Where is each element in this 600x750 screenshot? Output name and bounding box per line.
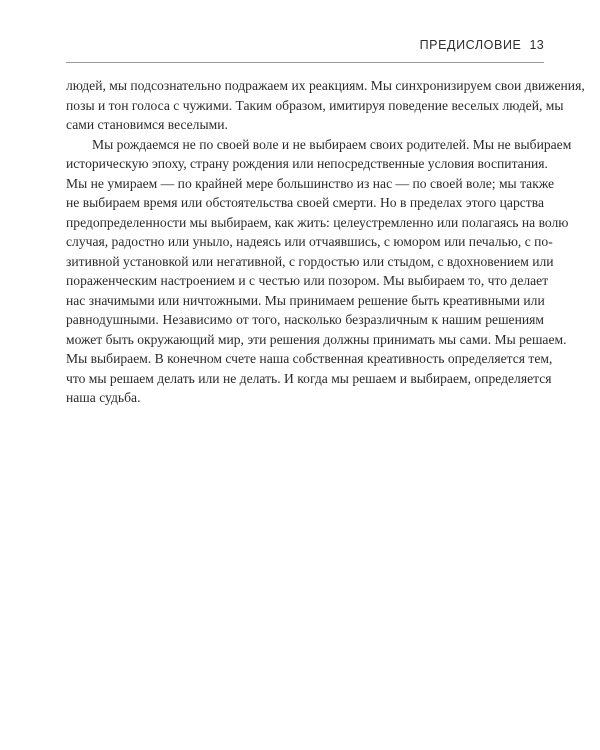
text-line: людей, мы подсознательно подражаем их реакциям. Мы синхронизируем свои движения, — [66, 78, 585, 93]
chapter-title: ПРЕДИСЛОВИЕ — [419, 38, 522, 52]
running-header — [66, 38, 544, 52]
text-line: пораженческим настроением и с честью или позором. Мы выбираем то, что делает — [66, 273, 549, 288]
text-line: историческую эпоху, страну рождения или непосредственные условия воспитания. — [66, 156, 548, 171]
text-line: Мы рождаемся не по своей воле и не выбираем своих родителей. Мы не выбираем — [92, 136, 572, 152]
paragraph — [66, 135, 572, 408]
text-line: равнодушными. Независимо от того, насколько безразличным к нашим решениям — [66, 312, 544, 327]
text-line: Мы выбираем. В конечном счете наша собственная креативность определяется тем, — [66, 351, 553, 366]
text-line: Мы не умираем — по крайней мере большинство из нас — по своей воле; мы также — [66, 175, 555, 191]
text-line: зитивной установкой или негативной, с гордостью или стыдом, с вдохновением или — [66, 253, 554, 269]
header-rule — [66, 62, 544, 63]
text-line: наша судьба. — [66, 390, 141, 405]
text-line: может быть окружающий мир, эти решения должны принимать мы сами. Мы решаем. — [66, 331, 567, 347]
text-line: что мы решаем делать или не делать. И когда мы решаем и выбираем, определяется — [66, 370, 552, 386]
text-line: предопределенности мы выбираем, как жить: целеустремленно или полагаясь на волю — [66, 214, 569, 230]
paragraph — [66, 76, 585, 135]
text-line: нас значимыми или ничтожными. Мы принимаем решение быть креативными или — [66, 292, 545, 308]
body-text — [66, 76, 585, 408]
text-line: случая, радостно или уныло, надеясь или отчаявшись, с юмором или печалью, с по- — [66, 234, 553, 249]
text-line: сами становимся веселыми. — [66, 117, 228, 132]
text-line: не выбираем время или обстоятельства своей смерти. Но в пределах этого царства — [66, 195, 544, 210]
page-number: 13 — [529, 38, 544, 52]
text-line: позы и тон голоса с чужими. Таким образом, имитируя поведение веселых людей, мы — [66, 97, 564, 113]
